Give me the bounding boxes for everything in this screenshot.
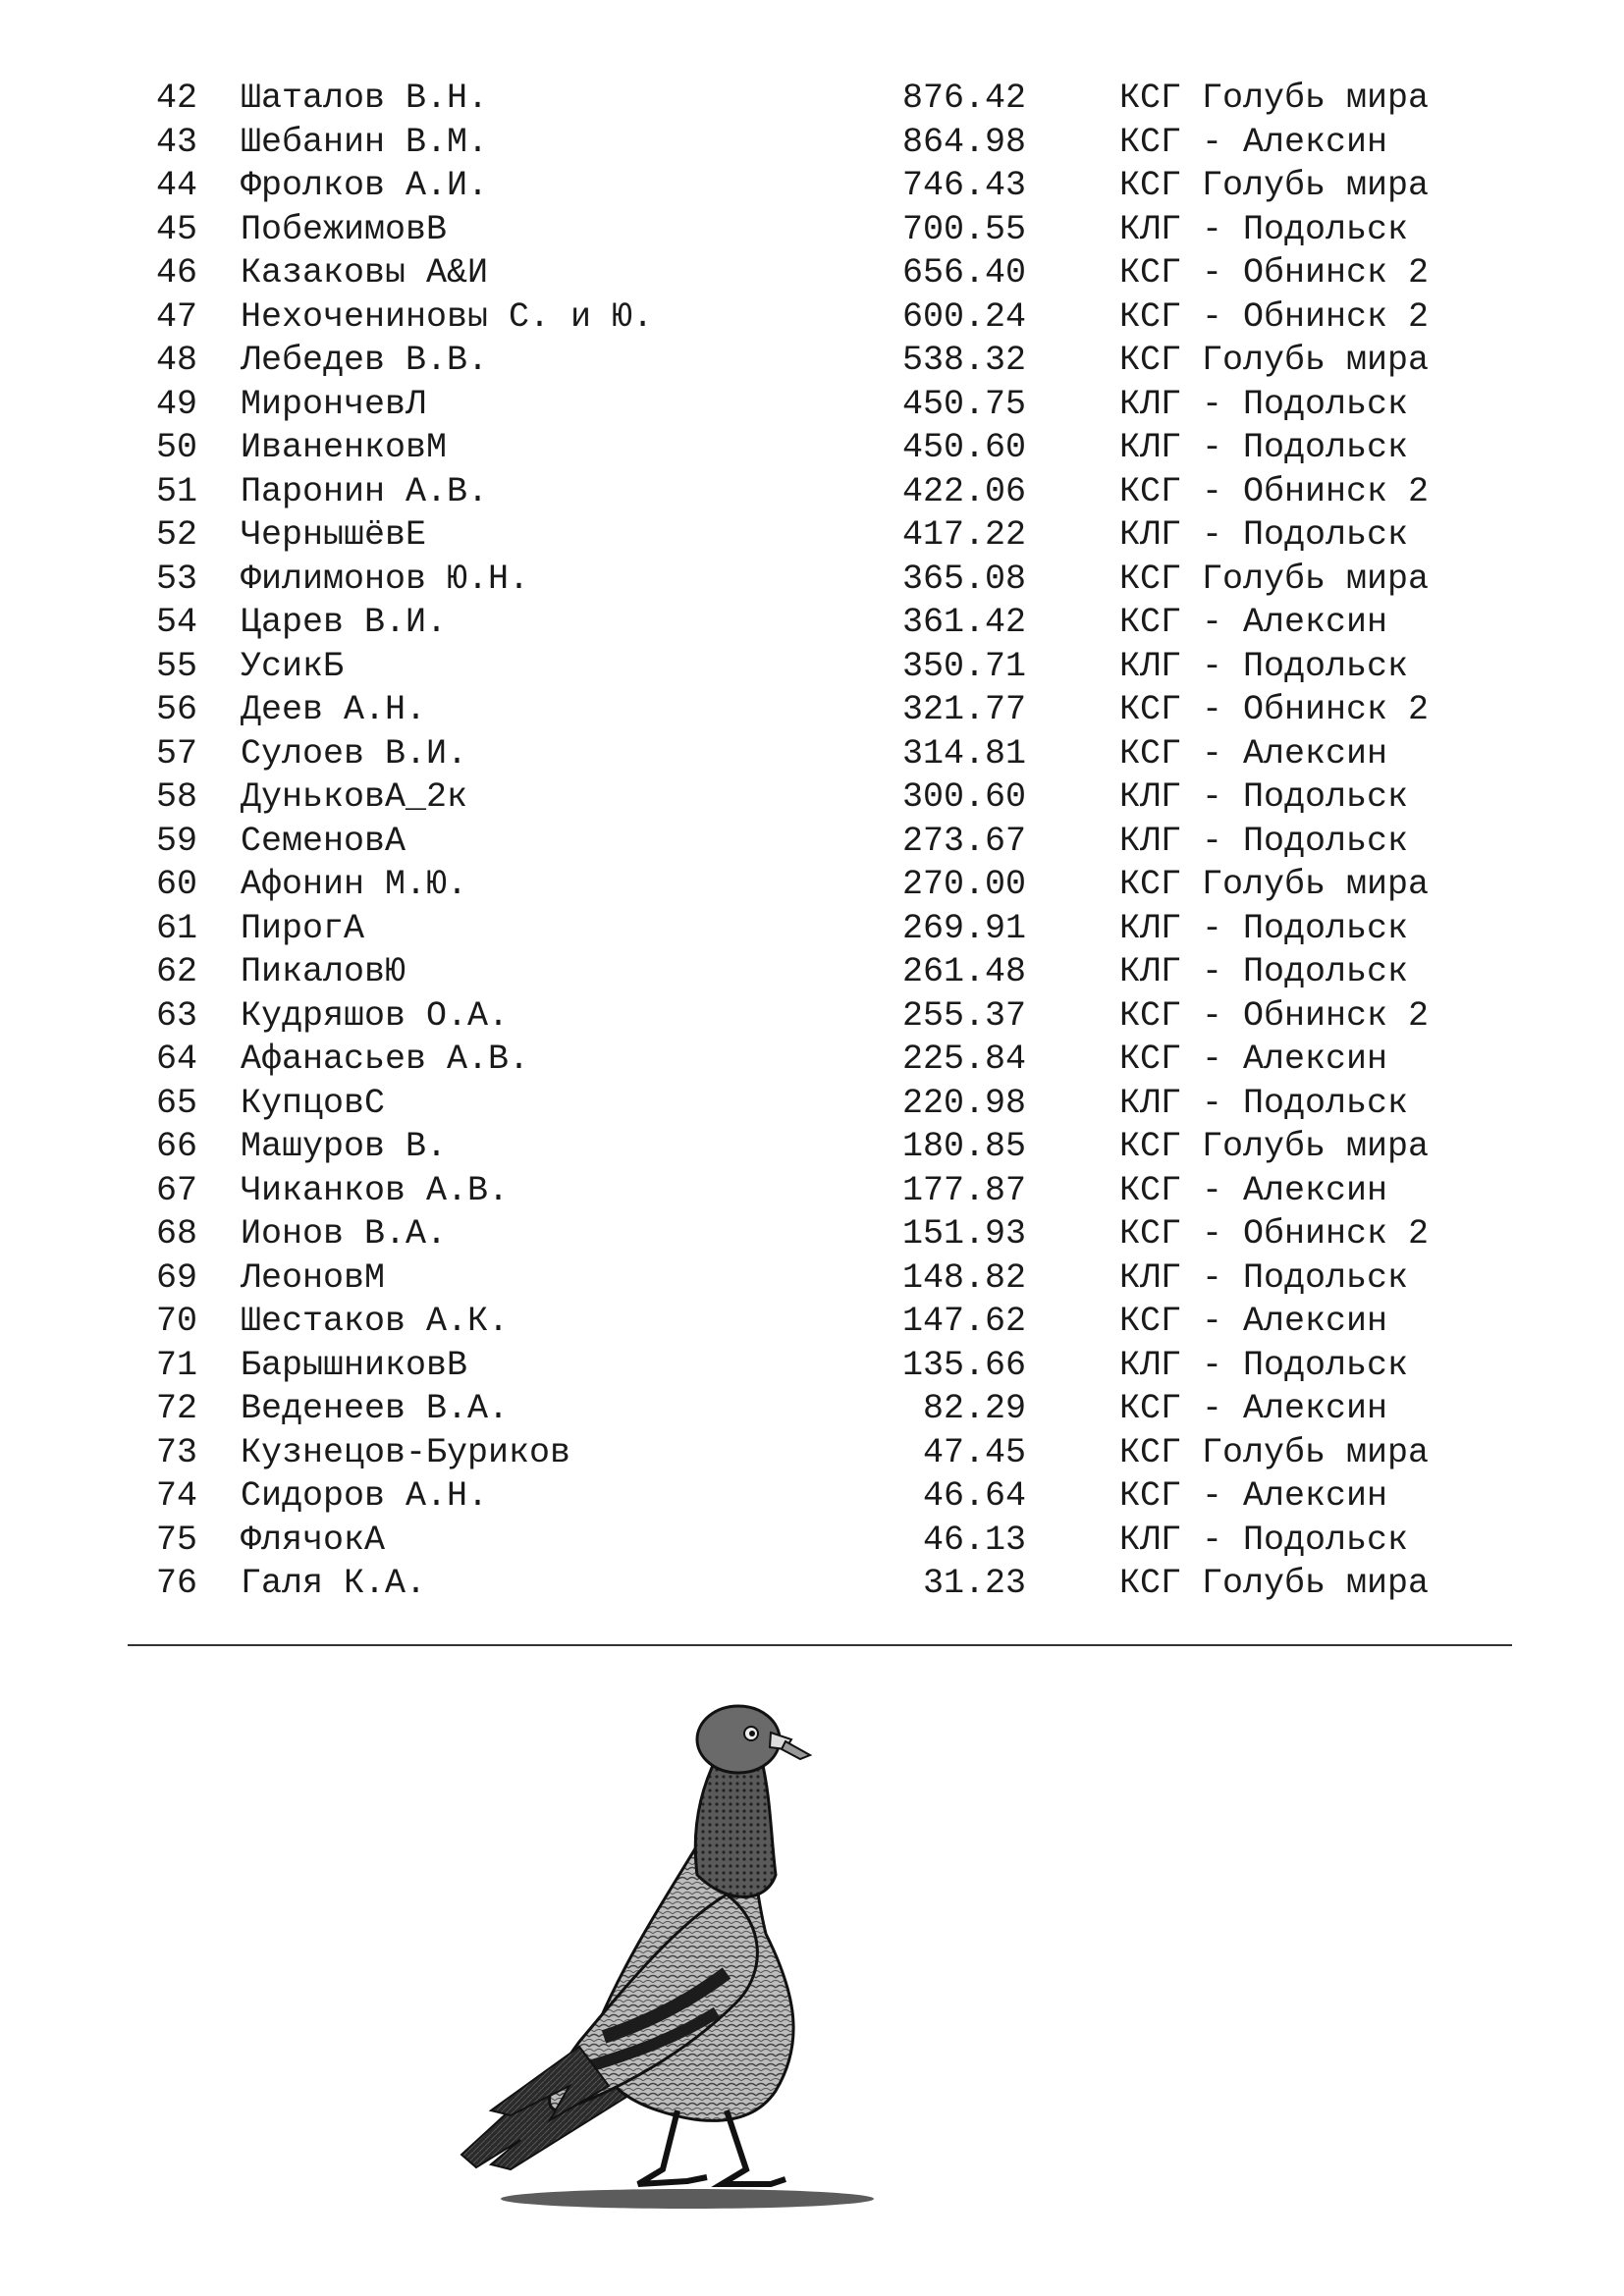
rank-cell: 43 [155, 122, 197, 162]
divider-line [128, 1644, 1512, 1646]
table-row [0, 1256, 1624, 1301]
name-cell: Шебанин В.М. [241, 122, 489, 162]
score-cell: 269.91 [901, 908, 1026, 948]
club-cell: КЛГ - Подольск [1119, 821, 1409, 861]
name-cell: Веденеев В.А. [241, 1389, 510, 1428]
table-row [0, 1387, 1624, 1431]
rank-cell: 68 [155, 1214, 197, 1254]
club-cell: КЛГ - Подольск [1119, 1083, 1409, 1123]
club-cell: КСГ - Обнинск 2 [1119, 471, 1430, 511]
name-cell: МирончевЛ [241, 384, 427, 424]
table-row [0, 513, 1624, 558]
name-cell: ДуньковА_2к [241, 777, 468, 817]
name-cell: ПирогА [241, 908, 365, 948]
name-cell: УсикБ [241, 646, 345, 686]
score-cell: 864.98 [901, 122, 1026, 162]
club-cell: КЛГ - Подольск [1119, 428, 1409, 467]
name-cell: ПикаловЮ [241, 952, 406, 991]
club-cell: КСГ - Алексин [1119, 1170, 1388, 1210]
score-cell: 365.08 [901, 559, 1026, 599]
club-cell: КСГ - Обнинск 2 [1119, 253, 1430, 293]
score-cell: 220.98 [901, 1083, 1026, 1123]
rank-cell: 66 [155, 1127, 197, 1166]
table-row [0, 1169, 1624, 1213]
table-row [0, 820, 1624, 864]
club-cell: КСГ - Обнинск 2 [1119, 296, 1430, 337]
rank-cell: 76 [155, 1564, 197, 1603]
club-cell: КСГ Голубь мира [1119, 79, 1430, 118]
score-cell: 361.42 [901, 603, 1026, 642]
rank-cell: 58 [155, 777, 197, 817]
club-cell: КЛГ - Подольск [1119, 1345, 1409, 1385]
name-cell: Деев А.Н. [241, 690, 427, 729]
rank-cell: 50 [155, 428, 197, 467]
table-row [0, 121, 1624, 165]
score-cell: 450.75 [901, 384, 1026, 424]
name-cell: ПобежимовВ [241, 209, 448, 249]
club-cell: КСГ - Алексин [1119, 1476, 1388, 1516]
name-cell: Афанасьев А.В. [241, 1040, 530, 1079]
rank-cell: 71 [155, 1345, 197, 1385]
table-row [0, 863, 1624, 907]
club-cell: КЛГ - Подольск [1119, 515, 1409, 555]
score-cell: 225.84 [901, 1040, 1026, 1079]
name-cell: Лебедев В.В. [241, 341, 489, 380]
name-cell: Сулоев В.И. [241, 733, 468, 774]
club-cell: КЛГ - Подольск [1119, 952, 1409, 991]
table-row [0, 470, 1624, 514]
rank-cell: 44 [155, 166, 197, 205]
score-cell: 600.24 [901, 296, 1026, 337]
score-cell: 148.82 [901, 1257, 1026, 1298]
table-row [0, 1125, 1624, 1169]
table-row [0, 164, 1624, 208]
score-cell: 746.43 [901, 166, 1026, 205]
club-cell: КСГ Голубь мира [1119, 1564, 1430, 1603]
table-row [0, 645, 1624, 689]
club-cell: КСГ Голубь мира [1119, 865, 1430, 904]
name-cell: Шаталов В.Н. [241, 79, 489, 118]
table-row [0, 1562, 1624, 1606]
rank-cell: 70 [155, 1302, 197, 1341]
name-cell: Кудряшов О.А. [241, 995, 510, 1036]
table-row [0, 1519, 1624, 1563]
name-cell: Шестаков А.К. [241, 1302, 510, 1341]
score-cell: 314.81 [901, 733, 1026, 774]
rank-cell: 55 [155, 646, 197, 686]
name-cell: КупцовС [241, 1083, 386, 1123]
rank-cell: 48 [155, 341, 197, 380]
table-row [0, 558, 1624, 602]
name-cell: Нехочениновы С. и Ю. [241, 296, 654, 337]
score-cell: 46.13 [922, 1520, 1026, 1560]
club-cell: КСГ - Алексин [1119, 1302, 1388, 1341]
name-cell: Казаковы А&И [241, 253, 489, 293]
score-cell: 261.48 [901, 952, 1026, 991]
table-row [0, 1300, 1624, 1344]
rank-cell: 47 [155, 296, 197, 337]
name-cell: Филимонов Ю.Н. [241, 559, 530, 599]
rank-cell: 62 [155, 952, 197, 991]
rank-cell: 63 [155, 995, 197, 1036]
rank-cell: 72 [155, 1389, 197, 1428]
rank-cell: 52 [155, 515, 197, 555]
score-cell: 700.55 [901, 209, 1026, 249]
rank-cell: 51 [155, 471, 197, 511]
club-cell: КСГ - Обнинск 2 [1119, 995, 1430, 1036]
name-cell: Паронин А.В. [241, 471, 489, 511]
score-cell: 147.62 [901, 1302, 1026, 1341]
table-row [0, 1431, 1624, 1475]
club-cell: КСГ - Алексин [1119, 603, 1388, 642]
score-cell: 82.29 [922, 1389, 1026, 1428]
club-cell: КСГ Голубь мира [1119, 166, 1430, 205]
pigeon-icon [432, 1698, 982, 2228]
score-cell: 177.87 [901, 1170, 1026, 1210]
score-cell: 180.85 [901, 1127, 1026, 1166]
table-row [0, 251, 1624, 295]
table-row [0, 383, 1624, 427]
table-row [0, 1474, 1624, 1519]
table-row [0, 339, 1624, 383]
score-cell: 350.71 [901, 646, 1026, 686]
club-cell: КСГ - Алексин [1119, 122, 1388, 162]
rank-cell: 75 [155, 1520, 197, 1560]
table-row [0, 1212, 1624, 1256]
score-cell: 270.00 [901, 865, 1026, 904]
table-row [0, 950, 1624, 994]
score-cell: 31.23 [922, 1564, 1026, 1603]
name-cell: Машуров В. [241, 1127, 448, 1166]
club-cell: КСГ - Обнинск 2 [1119, 1214, 1430, 1254]
rank-cell: 49 [155, 384, 197, 424]
rank-cell: 46 [155, 253, 197, 293]
score-cell: 422.06 [901, 471, 1026, 511]
table-row [0, 994, 1624, 1039]
club-cell: КЛГ - Подольск [1119, 646, 1409, 686]
rank-cell: 45 [155, 209, 197, 249]
rank-cell: 54 [155, 603, 197, 642]
club-cell: КСГ Голубь мира [1119, 341, 1430, 380]
club-cell: КСГ Голубь мира [1119, 1127, 1430, 1166]
score-cell: 876.42 [901, 79, 1026, 118]
club-cell: КСГ Голубь мира [1119, 559, 1430, 599]
score-cell: 151.93 [901, 1214, 1026, 1254]
score-cell: 321.77 [901, 690, 1026, 729]
club-cell: КЛГ - Подольск [1119, 777, 1409, 817]
rank-cell: 57 [155, 733, 197, 774]
club-cell: КСГ - Алексин [1119, 733, 1388, 774]
club-cell: КСГ - Алексин [1119, 1040, 1388, 1079]
club-cell: КЛГ - Подольск [1119, 1520, 1409, 1560]
score-cell: 656.40 [901, 253, 1026, 293]
club-cell: КЛГ - Подольск [1119, 384, 1409, 424]
score-cell: 417.22 [901, 515, 1026, 555]
rank-cell: 73 [155, 1432, 197, 1472]
rank-cell: 61 [155, 908, 197, 948]
table-row [0, 688, 1624, 732]
name-cell: ЛеоновМ [241, 1257, 386, 1298]
score-cell: 538.32 [901, 341, 1026, 380]
table-row [0, 1038, 1624, 1082]
rank-cell: 59 [155, 821, 197, 861]
club-cell: КЛГ - Подольск [1119, 908, 1409, 948]
rank-cell: 67 [155, 1170, 197, 1210]
rank-cell: 69 [155, 1257, 197, 1298]
rank-cell: 53 [155, 559, 197, 599]
rank-cell: 42 [155, 79, 197, 118]
name-cell: Ионов В.А. [241, 1214, 448, 1254]
table-row [0, 1082, 1624, 1126]
score-cell: 135.66 [901, 1345, 1026, 1385]
name-cell: ФлячокА [241, 1520, 386, 1560]
table-row [0, 732, 1624, 776]
club-cell: КСГ - Алексин [1119, 1389, 1388, 1428]
club-cell: КСГ Голубь мира [1119, 1432, 1430, 1472]
table-row [0, 77, 1624, 121]
name-cell: Чиканков А.В. [241, 1170, 510, 1210]
standings-table [0, 77, 1624, 1606]
rank-cell: 65 [155, 1083, 197, 1123]
rank-cell: 64 [155, 1040, 197, 1079]
club-cell: КЛГ - Подольск [1119, 1257, 1409, 1298]
name-cell: БарышниковВ [241, 1345, 468, 1385]
name-cell: Сидоров А.Н. [241, 1476, 489, 1516]
score-cell: 47.45 [922, 1432, 1026, 1472]
score-cell: 255.37 [901, 995, 1026, 1036]
name-cell: ЧернышёвЕ [241, 515, 427, 555]
rank-cell: 60 [155, 865, 197, 904]
score-cell: 273.67 [901, 821, 1026, 861]
table-row [0, 601, 1624, 645]
name-cell: СеменовА [241, 821, 406, 861]
table-row [0, 775, 1624, 820]
table-row [0, 426, 1624, 470]
name-cell: Афонин М.Ю. [241, 865, 468, 904]
name-cell: Фролков А.И. [241, 166, 489, 205]
club-cell: КЛГ - Подольск [1119, 209, 1409, 249]
name-cell: ИваненковМ [241, 428, 448, 467]
table-row [0, 295, 1624, 340]
rank-cell: 74 [155, 1476, 197, 1516]
club-cell: КСГ - Обнинск 2 [1119, 690, 1430, 729]
score-cell: 300.60 [901, 777, 1026, 817]
table-row [0, 1344, 1624, 1388]
score-cell: 450.60 [901, 428, 1026, 467]
table-row [0, 907, 1624, 951]
name-cell: Кузнецов-Буриков [241, 1432, 571, 1472]
score-cell: 46.64 [922, 1476, 1026, 1516]
name-cell: Галя К.А. [241, 1564, 427, 1603]
name-cell: Царев В.И. [241, 603, 448, 642]
table-row [0, 208, 1624, 252]
rank-cell: 56 [155, 690, 197, 729]
